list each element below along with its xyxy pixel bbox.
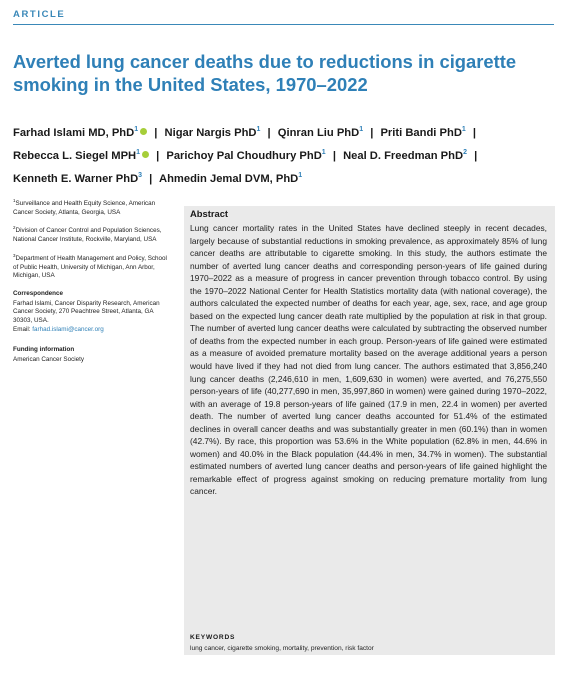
author-name[interactable] xyxy=(13,127,147,139)
affiliation-marker: 3 xyxy=(138,172,143,179)
abstract-heading: Abstract xyxy=(190,208,229,219)
keywords-text: lung cancer, cigarette smoking, mortality, prevention, risk factor xyxy=(190,645,374,652)
affiliation-marker: 1 xyxy=(256,126,261,133)
author-name-text: Ahmedin Jemal DVM, PhD xyxy=(159,173,299,185)
author-name[interactable] xyxy=(343,150,467,162)
affiliation-marker: 2 xyxy=(463,149,467,156)
author-name[interactable] xyxy=(380,127,465,139)
author-name[interactable] xyxy=(165,127,261,139)
keywords-heading: KEYWORDS xyxy=(190,634,236,641)
affiliation-marker: 1 xyxy=(461,126,466,133)
author-name[interactable] xyxy=(166,150,325,162)
author-name[interactable] xyxy=(159,173,302,185)
email-label: Email: xyxy=(13,325,33,333)
affiliation-marker: 1 xyxy=(134,126,139,133)
author-name-text: Rebecca L. Siegel MPH xyxy=(13,150,137,162)
affiliation-marker: 1 xyxy=(359,126,364,133)
funding-heading: Funding information xyxy=(13,346,75,354)
author-separator: | xyxy=(332,150,336,162)
email-link[interactable]: farhad.islami@cancer.org xyxy=(32,325,104,333)
author-name[interactable] xyxy=(278,127,363,139)
article-title: Averted lung cancer deaths due to reductions in cigarette smoking in the United States, 1970–2022 xyxy=(13,51,517,95)
author-separator: | xyxy=(154,127,158,139)
affiliation-number: 2 xyxy=(13,225,16,231)
author-name[interactable] xyxy=(13,173,142,185)
affiliation-text: Department of Health Management and Policy, School of Public Health, University of Michigan, Ann Arbor, Michigan, USA xyxy=(13,254,167,280)
affiliation-text: Surveillance and Health Equity Science, American Cancer Society, Atlanta, Georgia, USA xyxy=(13,200,156,216)
author-name-text: Kenneth E. Warner PhD xyxy=(13,173,139,185)
author-separator: | xyxy=(267,127,271,139)
affiliation-marker: 1 xyxy=(136,149,141,156)
orcid-icon[interactable] xyxy=(142,151,149,158)
author-separator: | xyxy=(156,150,160,162)
correspondence-email-line xyxy=(13,326,171,335)
affiliation-number: 3 xyxy=(13,252,16,258)
affiliation-marker: 1 xyxy=(321,149,326,156)
header-divider xyxy=(13,24,554,25)
author-name-text: Nigar Nargis PhD xyxy=(164,127,257,139)
sidebar xyxy=(13,197,171,365)
affiliation-item xyxy=(13,197,171,217)
author-name-text: Priti Bandi PhD xyxy=(380,127,462,139)
author-name[interactable] xyxy=(13,150,149,162)
affiliation-number: 1 xyxy=(13,198,16,203)
affiliation-item xyxy=(13,252,171,281)
author-separator: | xyxy=(149,173,153,185)
author-name-text: Parichoy Pal Choudhury PhD xyxy=(166,150,322,162)
funding-text: American Cancer Society xyxy=(13,356,85,364)
author-name-text: Qinran Liu PhD xyxy=(277,127,360,139)
author-separator: | xyxy=(472,127,477,139)
affiliation-text: Division of Cancer Control and Population Sciences, National Cancer Institute, Rockville, Maryland, USA xyxy=(13,227,162,244)
affiliation-list xyxy=(13,197,171,281)
author-name-text: Neal D. Freedman PhD xyxy=(343,150,464,162)
author-separator: | xyxy=(474,150,478,162)
orcid-icon[interactable] xyxy=(140,128,147,135)
author-name-text: Farhad Islami MD, PhD xyxy=(13,127,135,139)
correspondence-heading: Correspondence xyxy=(13,289,64,297)
abstract-text: Lung cancer mortality rates in the United States have declined steeply in recent decades, largely because of substantial reductions in smoking prevalence, as approximately 85% of lung cancer deaths are attributable to cigarette smoking. In this study, the authors estimate the number of averted lung cancer deaths and corresponding person-years of life gained during 1970–2022 as a measure of progress in cancer prevention through tobacco control. By using the 1970–2022 National Center for Health Statistics mortality data (with national coverage), the authors calculated the expected number of deaths for each year, age, sex, race, and age group based on the expected lung cancer death rate multiplied by the population at risk in that group. The number of averted lung cancer deaths were calculated by subtracting the observed number of deaths from the expected number in each group. Person-years of life gained were estimated as a measure of avoided premature mortality based on the average additional years a person would have lived if they had not died from lung cancer. The authors estimated that 3,856,240 lung cancer deaths (2,246,610 in men, 1,609,630 in women) were averted, and 76,275,550 person-years of life (40,277,690 in men, 35,997,860 in women) were gained during 1970–2022, with an average of 19.8 person-years of life gained (17.9 in men, 22.4 in women) per averted death. The number of averted lung cancer deaths accounted for 51.4% of the estimated declines in overall cancer deaths and was substantially greater in men (60.1%) than in women (42.7%). By race, this proportion was 53.6% in the White population (62.8% in men, 44.6% in women) and 40.0% in the Black population (44.4% in men, 34.7% in women). The substantial estimated numbers of averted lung cancer deaths and person-years of life gained highlight the remarkable effect of progress against smoking on reducing premature mortality from lung cancer. xyxy=(190,223,547,497)
author-separator: | xyxy=(370,127,374,139)
correspondence-text: Farhad Islami, Cancer Disparity Research, American Cancer Society, 270 Peachtree Street, Atlanta, GA 30303, USA. xyxy=(13,299,160,325)
author-list xyxy=(13,120,558,189)
affiliation-marker: 1 xyxy=(298,172,303,179)
affiliation-item xyxy=(13,224,171,244)
article-type-label: ARTICLE xyxy=(13,9,66,20)
